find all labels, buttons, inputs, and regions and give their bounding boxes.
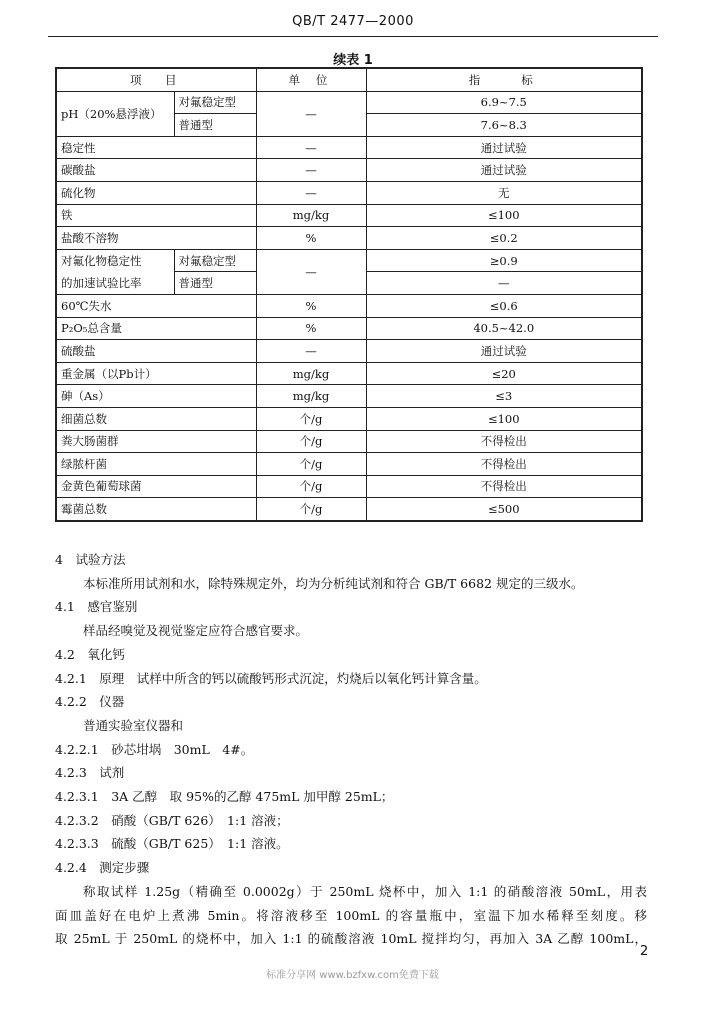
row-item: 细菌总数 bbox=[56, 407, 256, 430]
row-value: 不得检出 bbox=[366, 430, 642, 453]
row-value: 通过试验 bbox=[366, 159, 642, 182]
paragraph-line: 面皿盖好在电炉上煮沸 5min。将溶液移至 100mL 的容量瓶中，室温下加水稀释至刻度。移 bbox=[55, 907, 647, 923]
paragraph-line: 本标准所用试剂和水，除特殊规定外，均为分析纯试剂和符合 GB/T 6682 规定的三级水。 bbox=[83, 575, 584, 591]
section-heading: 4.2.4 测定步骤 bbox=[55, 860, 150, 876]
row-value: — bbox=[366, 272, 642, 295]
header-value: 指 标 bbox=[366, 68, 642, 91]
table-row bbox=[56, 362, 642, 385]
row-unit: mg/kg bbox=[256, 362, 366, 385]
table-row bbox=[56, 227, 642, 250]
row-subitem: 普通型 bbox=[174, 114, 256, 137]
row-value: 无 bbox=[366, 181, 642, 204]
paragraph-line: 称取试样 1.25g（精确至 0.0002g）于 250mL 烧杯中，加入 1:1 的硝酸溶液 50mL，用表 bbox=[83, 883, 647, 899]
row-item: 硫化物 bbox=[56, 181, 256, 204]
paragraph-line: 4.2.3.1 3A 乙醇 取 95%的乙醇 475mL 加甲醇 25mL； bbox=[55, 789, 394, 805]
row-item: 盐酸不溶物 bbox=[56, 227, 256, 250]
table-row bbox=[56, 181, 642, 204]
header-unit: 单 位 bbox=[256, 68, 366, 91]
table-row bbox=[56, 249, 642, 272]
header-item: 项 目 bbox=[56, 68, 256, 91]
row-unit: mg/kg bbox=[256, 204, 366, 227]
table-row bbox=[56, 385, 642, 408]
row-item: 碳酸盐 bbox=[56, 159, 256, 182]
row-item: 金黄色葡萄球菌 bbox=[56, 475, 256, 498]
row-item: 60℃失水 bbox=[56, 294, 256, 317]
row-value: ≤3 bbox=[366, 385, 642, 408]
row-unit: — bbox=[256, 181, 366, 204]
footer-watermark: 标准分享网 www.bzfxw.com免费下载 bbox=[266, 970, 439, 981]
table-caption: 续表 1 bbox=[333, 53, 373, 68]
section-heading: 4 试验方法 bbox=[55, 552, 126, 567]
row-unit: — bbox=[256, 159, 366, 182]
row-value: 不得检出 bbox=[366, 453, 642, 476]
table-row bbox=[56, 136, 642, 159]
row-subitem: 对氟稳定型 bbox=[174, 249, 256, 272]
row-item: 绿脓杆菌 bbox=[56, 453, 256, 476]
row-value: 40.5~42.0 bbox=[366, 317, 642, 340]
table-row bbox=[56, 294, 642, 317]
table-row bbox=[56, 475, 642, 498]
row-unit: 个/g bbox=[256, 475, 366, 498]
row-unit: 个/g bbox=[256, 453, 366, 476]
paragraph-line: 4.2.3.3 硫酸（GB/T 625） 1:1 溶液。 bbox=[55, 836, 289, 852]
row-subitem: 普通型 bbox=[174, 272, 256, 295]
row-value: 6.9~7.5 bbox=[366, 91, 642, 114]
row-value: ≤0.6 bbox=[366, 294, 642, 317]
row-value: 不得检出 bbox=[366, 475, 642, 498]
standard-code-header: QB/T 2477—2000 bbox=[292, 14, 414, 29]
section-heading: 4.1 感官鉴别 bbox=[55, 599, 138, 615]
table-row bbox=[56, 91, 642, 114]
row-item: 重金属（以Pb计） bbox=[56, 362, 256, 385]
row-item: P₂O₅总含量 bbox=[56, 317, 256, 340]
row-unit: 个/g bbox=[256, 498, 366, 521]
row-item: 的加速试验比率 bbox=[56, 272, 174, 295]
row-unit: % bbox=[256, 227, 366, 250]
table-row bbox=[56, 317, 642, 340]
row-unit: mg/kg bbox=[256, 385, 366, 408]
section-heading: 4.2.3 试剂 bbox=[55, 765, 125, 781]
row-unit: — bbox=[256, 91, 366, 136]
method-text bbox=[55, 548, 647, 951]
table-row bbox=[56, 204, 642, 227]
row-value: 7.6~8.3 bbox=[366, 114, 642, 137]
row-value: ≥0.9 bbox=[366, 249, 642, 272]
paragraph-line: 样品经嗅觉及视觉鉴定应符合感官要求。 bbox=[83, 623, 309, 639]
row-value: ≤100 bbox=[366, 204, 642, 227]
row-value: ≤100 bbox=[366, 407, 642, 430]
row-item: 霉菌总数 bbox=[56, 498, 256, 521]
row-unit: 个/g bbox=[256, 407, 366, 430]
row-unit: 个/g bbox=[256, 430, 366, 453]
row-item: 粪大肠菌群 bbox=[56, 430, 256, 453]
table-header-row bbox=[56, 68, 642, 91]
paragraph-line: 4.2.3.2 硝酸（GB/T 626） 1:1 溶液； bbox=[55, 812, 289, 828]
row-value: ≤500 bbox=[366, 498, 642, 521]
table-row bbox=[56, 453, 642, 476]
row-unit: — bbox=[256, 249, 366, 294]
spec-table bbox=[55, 67, 643, 522]
row-item: 砷（As） bbox=[56, 385, 256, 408]
table-row bbox=[56, 407, 642, 430]
row-unit: % bbox=[256, 317, 366, 340]
row-item: 对氟化物稳定性 bbox=[56, 249, 174, 272]
paragraph-line: 4.2.1 原理 试样中所含的钙以硫酸钙形式沉淀，灼烧后以氧化钙计算含量。 bbox=[55, 670, 487, 686]
row-unit: % bbox=[256, 294, 366, 317]
paragraph-line: 取 25mL 于 250mL 的烧杯中，加入 1:1 的硫酸溶液 10mL 搅拌均匀，再加入 3A 乙醇 100mL， bbox=[55, 931, 647, 947]
page-number: 2 bbox=[640, 944, 649, 959]
row-item: pH（20%悬浮液） bbox=[56, 91, 174, 136]
row-unit: — bbox=[256, 340, 366, 363]
table-row bbox=[56, 340, 642, 363]
row-item: 铁 bbox=[56, 204, 256, 227]
row-value: ≤20 bbox=[366, 362, 642, 385]
row-value: ≤0.2 bbox=[366, 227, 642, 250]
paragraph-line: 4.2.2.1 砂芯坩埚 30mL 4#。 bbox=[55, 741, 254, 757]
section-heading: 4.2 氧化钙 bbox=[55, 646, 125, 662]
row-subitem: 对氟稳定型 bbox=[174, 91, 256, 114]
paragraph-line: 普通实验室仪器和 bbox=[83, 717, 184, 733]
row-value: 通过试验 bbox=[366, 136, 642, 159]
row-item: 稳定性 bbox=[56, 136, 256, 159]
section-heading: 4.2.2 仪器 bbox=[55, 694, 125, 710]
row-item: 硫酸盐 bbox=[56, 340, 256, 363]
table-row bbox=[56, 498, 642, 521]
table-row bbox=[56, 430, 642, 453]
table-row bbox=[56, 159, 642, 182]
row-unit: — bbox=[256, 136, 366, 159]
header-rule bbox=[48, 36, 658, 37]
row-value: 通过试验 bbox=[366, 340, 642, 363]
